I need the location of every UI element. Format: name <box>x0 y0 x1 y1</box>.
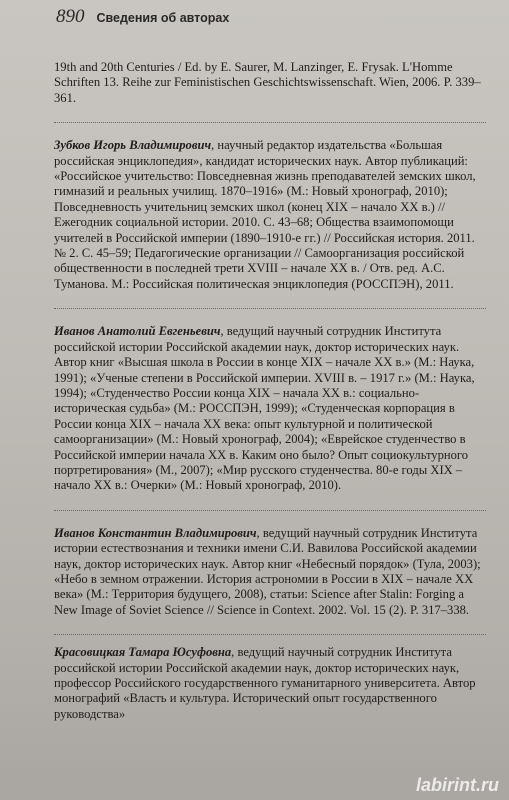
author-entry <box>54 526 486 618</box>
author-bio: , ведущий научный сотрудник Института российской истории Российской академии наук, доктор исторических наук. Автор книг «Высшая школа в России в конце XIX – начале XX в.» (М.: Наука, 1991); «Ученые степени в Российской империи. XVIII в. – 1917 г.» (М.: Наука, 1994); «Студенчество России конца XIX – начала XX в.: социально-историческая судьба» (М.: РОССПЭН, 1999); «Студенческая корпорация в России конца XIX – начала XX века: опыт культурной и политической самоорганизации» (М.: Новый хронограф, 2004); «Еврейское студенчество в Российской империи начала XX в. Каким оно было? Опыт социокультурного портретирования» (М., 2007); «Мир русского студенчества. 80-е годы XIX – начало XX в.: Очерки» (М.: Новый хронограф, 2010). <box>54 324 475 493</box>
author-name: Красовицкая Тамара Юсуфовна <box>54 645 232 660</box>
divider <box>54 122 486 123</box>
intro-paragraph: 19th and 20th Centuries / Ed. by E. Saurer, M. Lanzinger, E. Frysak. L'Homme Schriften 13. Reihe zur Feministischen Geschichtswissenschaft. Wien, 2006. P. 339–361. <box>54 60 481 105</box>
author-name: Зубков Игорь Владимирович <box>54 138 212 153</box>
divider <box>54 634 486 635</box>
page-header <box>56 6 229 28</box>
divider <box>54 510 486 511</box>
author-name: Иванов Анатолий Евгеньевич <box>54 324 221 339</box>
watermark: labirint.ru <box>415 775 499 795</box>
author-name: Иванов Константин Владимирович <box>54 525 257 540</box>
author-bio: , ведущий научный сотрудник Института истории естествознания и техники имени С.И. Вавилова Российской академии наук, доктор исторических наук. Автор книг «Небесный порядок» (Тула, 2003); «Небо в земном отражении. История астрономии в России в XIX – начале XX века» (М.: Территория будущего, 2008), статьи: Science after Stalin: Forging a New Image of Soviet Science // Science in Context. 2002. Vol. 15 (2). P. 317–338. <box>54 525 481 617</box>
author-bio: , научный редактор издательства «Большая российская энциклопедия», кандидат исторических наук. Автор публикаций: «Российское учительство: Повседневная жизнь преподавателей земских школ, гимназий и реальных училищ. 1870–1916» (М.: Новый хронограф, 2010); Повседневность учительниц земских школ (конец XIX – начало XX в.) // Ежегодник социальной истории. 2010. С. 43–68; Общества взаимопомощи учителей в Российской империи (1890–1910-е гг.) // Российская история. 2011. № 2. С. 45–59; Педагогические организации // Самоорганизация российской общественности в последней трети XVIII – начале XX в. / Отв. ред. А.С. Туманова. М.: Российская политическая энциклопедия (РОССПЭН), 2011. <box>54 138 476 291</box>
page-body <box>54 60 486 722</box>
author-bio: , ведущий научный сотрудник Института российской истории Российской академии наук, доктор исторических наук, профессор Российского государственного гуманитарного университета. Автор монографий «Власть и культура. Исторический опыт государственного руководства» <box>54 645 476 721</box>
author-entry <box>54 645 486 722</box>
running-title: Сведения об авторах <box>96 11 230 25</box>
divider <box>54 308 486 309</box>
author-entry <box>54 324 486 493</box>
author-entry <box>54 138 486 292</box>
page-number: 890 <box>56 6 85 27</box>
